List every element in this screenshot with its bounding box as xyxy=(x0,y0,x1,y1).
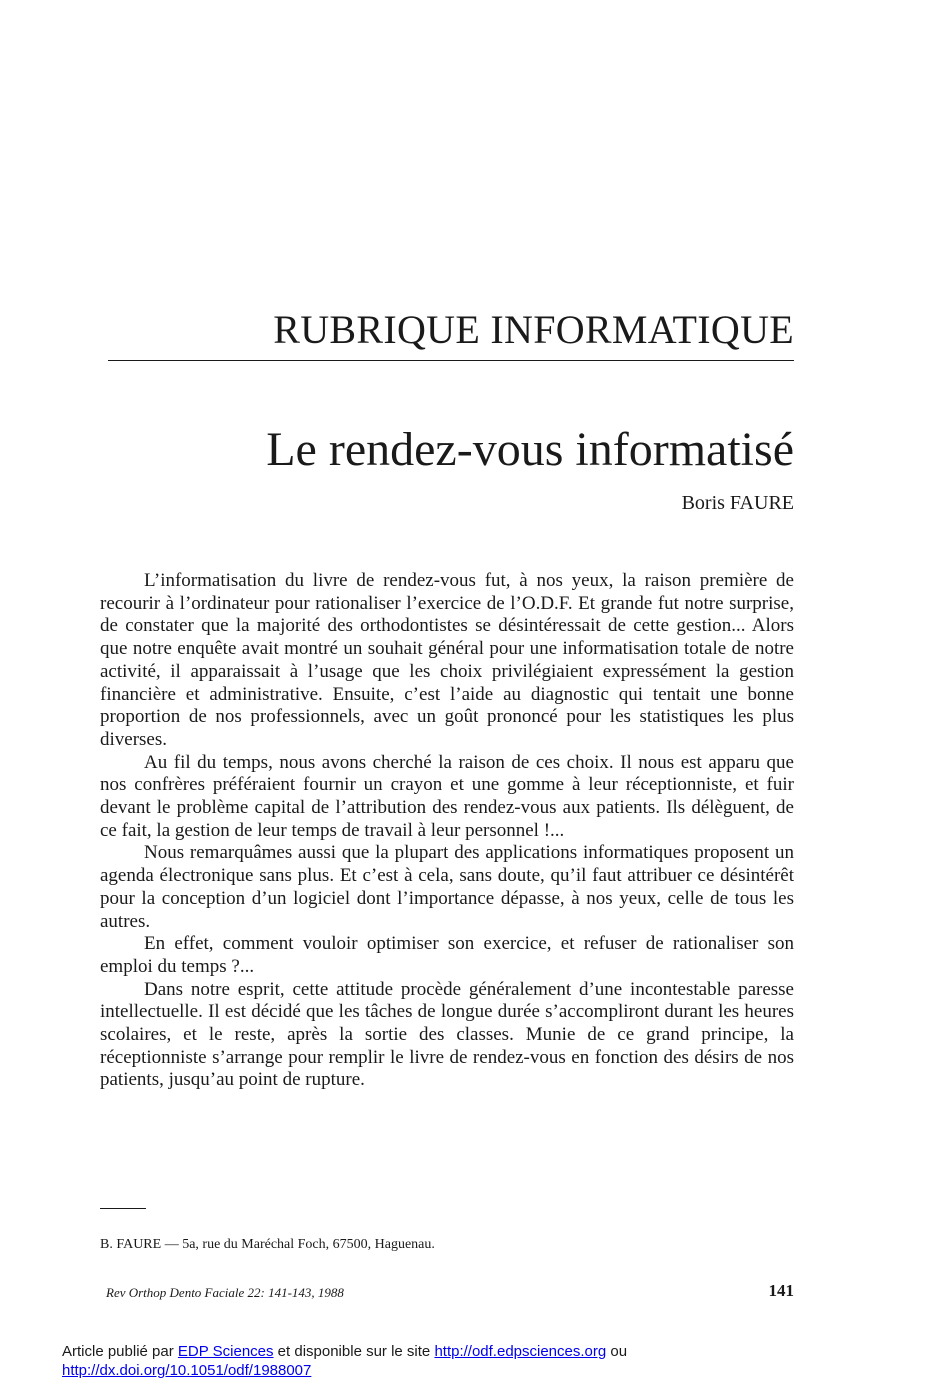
body-paragraph-5: Dans notre esprit, cette attitude procède généralement d’une incontestable paresse intellectuelle. Il est décidé que les tâches de longue durée s’accompliront durant les heures scolaires, et le reste, après la sortie des classes. Munie de ce grand principe, la réceptionniste s’arrange pour remplir le livre de rendez-vous en fonction des désirs de nos patients, jusqu’au point de rupture. xyxy=(100,978,794,1091)
body-paragraph-1: L’informatisation du livre de rendez-vous fut, à nos yeux, la raison première de recourir à l’ordinateur pour rationaliser l’exercice de l’O.D.F. Et grande fut notre surprise, de constater que la majorité des orthodontistes se désintéressait de cette gestion... Alors que notre enquête avait montré un souhait général pour une informatisation totale de notre activité, il apparaissait à l’usage que les choix privilégiaient expressément la gestion financière et administrative. Ensuite, c’est l’aide au diagnostic qui tentait une bonne proportion de nos professionnels, avec un goût prononcé pour les statistiques les plus diverses. xyxy=(100,570,794,750)
footnote-rule xyxy=(100,1208,146,1209)
body-paragraph-3: Nous remarquâmes aussi que la plupart des applications informatiques proposent un agenda électronique sans plus. Et c’est à cela, sans doute, qu’il faut attribuer ce désintérêt pour la conception d’un logiciel dont l’importance dépasse, à nos yeux, celle de tous les autres. xyxy=(100,842,794,932)
author-address-footnote: B. FAURE — 5a, rue du Maréchal Foch, 67500, Haguenau. xyxy=(100,1237,435,1252)
journal-reference: Rev Orthop Dento Faciale 22: 141-143, 1988 xyxy=(106,1285,344,1300)
publisher-notice-text: Article publié par xyxy=(62,1343,178,1360)
article-body xyxy=(100,570,794,1092)
section-title-rule xyxy=(108,360,794,361)
publisher-notice-text: ou xyxy=(606,1343,628,1360)
edp-sciences-link[interactable]: EDP Sciences xyxy=(177,1343,274,1360)
body-paragraph-2: Au fil du temps, nous avons cherché la raison de ces choix. Il nous est apparu que nos confrères préféraient fournir un crayon et une gomme à leur réceptionniste, et fuir devant le problème capital de l’attribution des rendez-vous aux patients. Ils délèguent, de ce fait, la gestion de leur temps de travail à leur personnel !... xyxy=(100,751,794,841)
publisher-notice xyxy=(62,1342,762,1380)
section-title: RUBRIQUE INFORMATIQUE xyxy=(273,307,794,352)
publisher-notice-text: et disponible sur le site xyxy=(273,1343,435,1360)
body-paragraph-4: En effet, comment vouloir optimiser son exercice, et refuser de rationaliser son emploi du temps ?... xyxy=(100,933,794,977)
doi-link[interactable]: http://dx.doi.org/10.1051/odf/1988007 xyxy=(62,1362,312,1379)
author-name: Boris FAURE xyxy=(681,492,794,514)
journal-site-link[interactable]: http://odf.edpsciences.org xyxy=(434,1343,607,1360)
page-number: 141 xyxy=(768,1281,794,1300)
article-title: Le rendez-vous informatisé xyxy=(266,423,794,476)
